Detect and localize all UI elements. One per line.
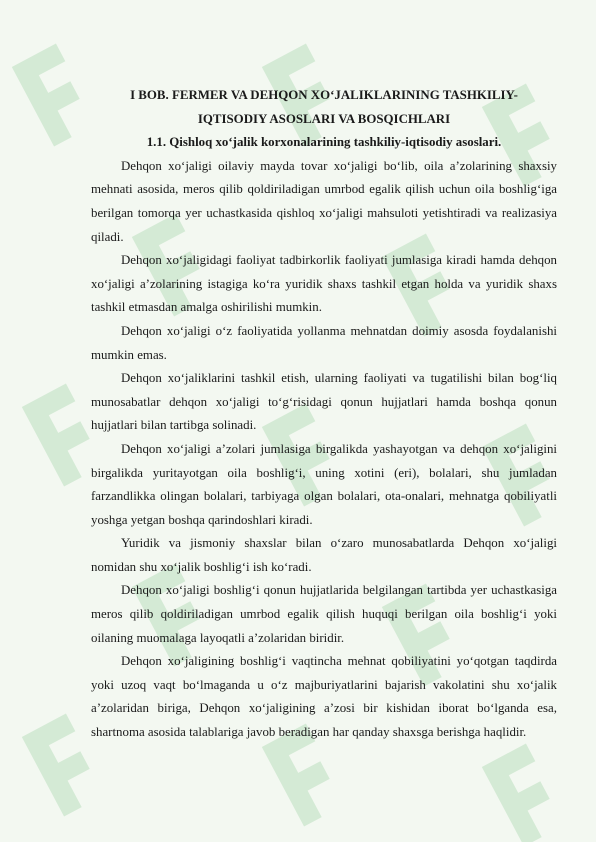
- paragraph: Dehqon xo‘jaligi boshlig‘i qonun hujjatlarida belgilangan tartibda yer uchastkasiga meros qilib qoldiriladigan umrbod egalik qilish huquqi berilgan oila boshlig‘i yoki oilaning muomalaga layoqatli a’zolaridan biridir.: [91, 583, 557, 645]
- paragraph: Yuridik va jismoniy shaxslar bilan o‘zaro munosabatlarda Dehqon xo‘jaligi nomidan shu xo‘jalik boshlig‘i ish ko‘radi.: [91, 536, 557, 574]
- paragraph: Dehqon xo‘jaliklarini tashkil etish, ularning faoliyati va tugatilishi bilan bog‘liq munosabatlar dehqon xo‘jaligi to‘g‘risidagi qonun hujjatlari hamda boshqa qonun hujjatlari bilan tartibga solinadi.: [91, 371, 557, 433]
- chapter-title: I BOB. FERMER VA DEHQON XO‘JALIKLARINING TASHKILIY-IQTISODIY ASOSLARI VA BOSQICHLARI: [130, 88, 518, 126]
- paragraph: Dehqon xo‘jaligi o‘z faoliyatida yollanma mehnatdan doimiy asosda foydalanishi mumkin emas.: [91, 323, 557, 362]
- paragraph: Dehqon xo‘jaligidagi faoliyat tadbirkorlik faoliyati jumlasiga kiradi hamda dehqon xo‘jaligi a’zolarining istagiga ko‘ra yuridik shaxs tashkil etgan holda va yuridik shaxs tashkil etmasdan amalga oshirilishi mumkin.: [91, 253, 557, 315]
- paragraph: Dehqon xo‘jaligi oilaviy mayda tovar xo‘jaligi bo‘lib, oila a’zolarining shaxsiy mehnati asosida, meros qilib qoldiriladigan umrbod egalik qilish uchun oila boshlig‘iga berilgan tomorqa yer uchastkasida qishloq xo‘jaligi mahsuloti yetishtiradi va realizasiya qiladi.: [91, 158, 557, 244]
- section-title: 1.1. Qishloq xo‘jalik korxonalarining tashkiliy-iqtisodiy asoslari.: [146, 135, 502, 150]
- paragraph: Dehqon xo‘jaligining boshlig‘i vaqtincha mehnat qobiliyatini yo‘qotgan taqdirda yoki uzoq vaqt bo‘lmaganda u o‘z majburiyatlarini bajarish vakolatini shu xo‘jalik a’zolaridan biriga, Dehqon xo‘jaligining a’zosi bir kishidan iborat bo‘lganda esa, shartnoma asosida talablariga javob beradigan har qanday shaxsga berishga haqlidir.: [91, 654, 557, 740]
- paragraph: Dehqon xo‘jaligi a’zolari jumlasiga birgalikda yashayotgan va dehqon xo‘jaligini birgalikda yuritayotgan oila boshlig‘i, uning xotini (eri), bolalari, shu jumladan farzandlikka olingan bolalari, tarbiyaga olgan bolalari, ota-onalari, mehnatga qobiliyatli yoshga yetgan boshqa qarindoshlari kiradi.: [91, 441, 557, 527]
- document-page: [91, 84, 557, 745]
